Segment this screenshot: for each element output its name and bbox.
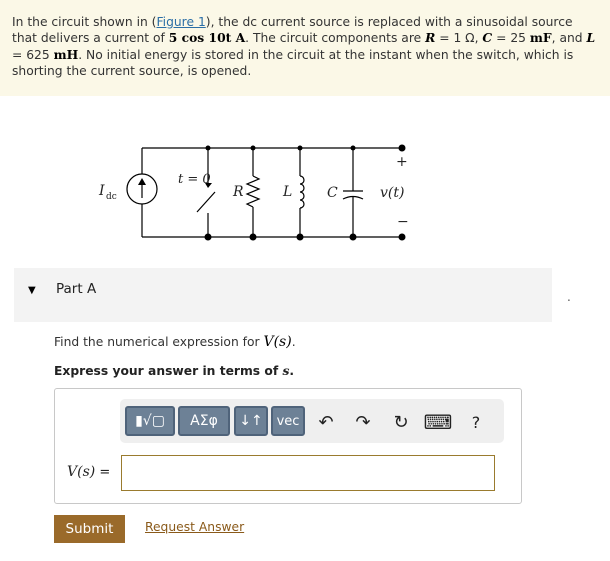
problem-text-part: , and: [551, 31, 587, 46]
r-value: = 1 Ω,: [435, 31, 483, 46]
problem-statement: [0, 0, 610, 96]
c-value: = 25: [492, 31, 530, 46]
redo-icon[interactable]: ↷: [355, 411, 371, 433]
submit-button[interactable]: Submit: [54, 515, 125, 543]
request-answer-link[interactable]: Request Answer: [145, 520, 245, 534]
r-symbol: R: [425, 30, 436, 46]
vector-button[interactable]: vec: [271, 406, 305, 436]
express-instruction: [54, 363, 294, 378]
problem-text-part: . The circuit components are: [245, 31, 426, 46]
express-suffix: .: [289, 364, 295, 378]
undo-icon[interactable]: ↶: [318, 411, 334, 433]
find-suffix: .: [291, 335, 296, 349]
source-label: I: [99, 183, 105, 199]
math-toolbar: [120, 399, 504, 443]
answer-label: [67, 464, 110, 480]
answer-equals: =: [95, 465, 111, 480]
find-variable: V(s): [263, 334, 292, 350]
express-variable: s: [282, 363, 290, 378]
figure-link[interactable]: Figure 1: [156, 15, 206, 29]
find-prefix: Find the numerical expression for: [54, 335, 264, 349]
reset-icon[interactable]: ↻: [393, 411, 409, 433]
templates-button[interactable]: ▮√▢: [125, 406, 175, 436]
part-a-header[interactable]: [14, 268, 552, 322]
c-unit: mF: [529, 30, 552, 46]
problem-text: [12, 14, 600, 79]
capacitor-label: C: [327, 185, 338, 201]
circuit-diagram: [95, 140, 425, 255]
minus-label: −: [397, 214, 409, 230]
answer-input[interactable]: [121, 455, 495, 491]
arrows-button[interactable]: ↓↑: [234, 406, 268, 436]
voltage-label: v(t): [380, 185, 405, 201]
resistor-label: R: [233, 184, 244, 200]
problem-text-part: . No initial energy is stored in the circuit at the instant when the switch, which is shorting the current source, is opened.: [12, 47, 574, 78]
express-prefix: Express your answer in terms of: [54, 364, 283, 378]
l-unit: mH: [53, 46, 79, 62]
c-symbol: C: [482, 30, 493, 46]
answer-box: [54, 388, 522, 504]
collapse-triangle-icon[interactable]: ▼: [28, 285, 36, 296]
current-expression: 5 cos 10t A: [168, 30, 246, 46]
problem-intro: In the circuit shown in (: [12, 15, 157, 29]
help-button[interactable]: ?: [471, 412, 481, 432]
problem-text-part: ), the dc current source is replaced with a sinusoidal source that delivers a current of: [12, 15, 573, 46]
separator-dot: .: [567, 290, 571, 304]
plus-label: +: [396, 154, 408, 170]
greek-symbols-button[interactable]: ΑΣφ: [178, 406, 230, 436]
inductor-label: L: [283, 184, 293, 200]
part-a-title: Part A: [56, 281, 97, 297]
l-value: = 625: [12, 47, 54, 62]
l-symbol: L: [586, 30, 596, 46]
switch-label: t = 0: [178, 172, 211, 187]
answer-variable: V(s): [67, 464, 96, 480]
keyboard-icon[interactable]: ⌨: [423, 410, 453, 434]
source-subscript: dc: [106, 192, 117, 202]
find-instruction: [54, 334, 296, 350]
